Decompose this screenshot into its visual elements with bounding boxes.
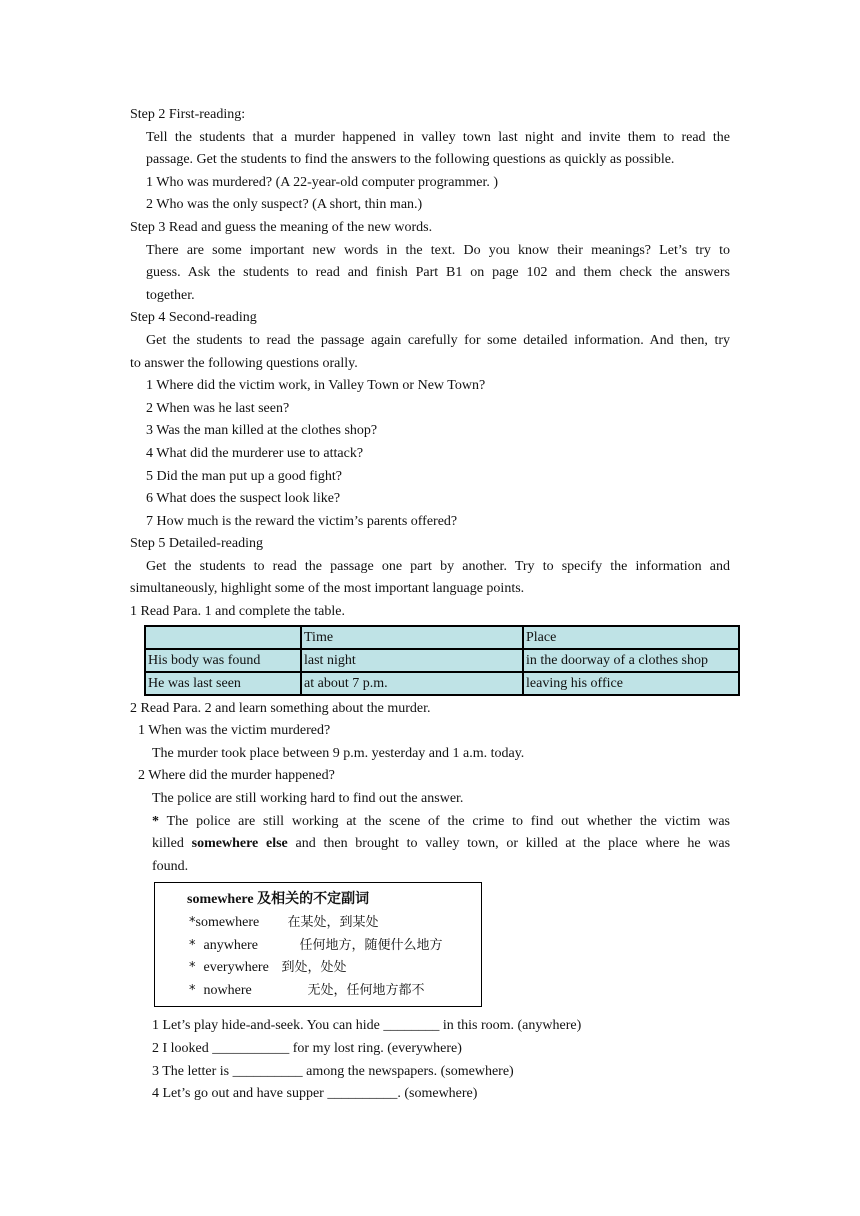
step4-para-line2: to answer the following questions orally. <box>130 355 358 371</box>
para1-table <box>144 625 740 696</box>
exercise-item: 2 I looked ___________ for my lost ring. (everywhere) <box>152 1040 462 1056</box>
step3-title: Step 3 Read and guess the meaning of the new words. <box>130 219 433 235</box>
box-word: anywhere <box>203 937 258 953</box>
step4-para-line1: Get the students to read the passage again carefully for some detailed information. And then, try <box>146 332 730 348</box>
table-cell: in the doorway of a clothes shop <box>523 649 739 672</box>
table-header-cell: Place <box>523 626 739 649</box>
step4-question: 6 What does the suspect look like? <box>146 491 341 507</box>
box-word: everywhere <box>203 960 269 976</box>
step4-question: 3 Was the man killed at the clothes shop? <box>146 423 378 439</box>
sub-answer-2: The police are still working hard to find out the answer. <box>152 791 464 807</box>
box-word: nowhere <box>203 982 252 998</box>
note-text-1: The police are still working at the scene of the crime to find out whether the victim was <box>166 813 731 829</box>
step5-task1: 1 Read Para. 1 and complete the table. <box>130 604 345 620</box>
step2-title: Step 2 First-reading: <box>130 107 246 122</box>
note-line2 <box>130 833 730 856</box>
table-cell: at about 7 p.m. <box>301 672 523 695</box>
step4-question: 5 Did the man put up a good fight? <box>146 468 342 484</box>
note-line3: found. <box>152 858 189 874</box>
step4-question: 2 When was he last seen? <box>146 400 290 416</box>
box-item <box>155 980 481 1003</box>
table-cell: last night <box>301 649 523 672</box>
box-meaning: 无处，任何地方都不 <box>307 982 425 998</box>
note-text-2a: killed <box>152 836 184 852</box>
table-row <box>145 649 739 672</box>
box-title: somewhere 及相关的不定副词 <box>187 892 370 908</box>
step5-title: Step 5 Detailed-reading <box>130 536 263 552</box>
table-cell: leaving his office <box>523 672 739 695</box>
sub-question-1: 1 When was the victim murdered? <box>138 723 331 739</box>
exercise-item: 1 Let’s play hide-and-seek. You can hide ________ in this room. (anywhere) <box>152 1018 582 1034</box>
bullet-star: * <box>189 915 196 930</box>
step4-title: Step 4 Second-reading <box>130 310 257 326</box>
note-line1 <box>130 811 730 834</box>
adverb-box <box>154 882 482 1007</box>
step4-question: 4 What did the murderer use to attack? <box>146 445 364 461</box>
step2-para-line1: Tell the students that a murder happened in valley town last night and invite them to read the <box>146 129 730 145</box>
sub-question-2: 2 Where did the murder happened? <box>138 768 335 784</box>
step5-para-line1: Get the students to read the passage one part by another. Try to specify the information and <box>146 558 730 574</box>
note-star: * <box>152 813 159 829</box>
sub-answer-1: The murder took place between 9 p.m. yesterday and 1 a.m. today. <box>152 745 525 761</box>
box-item <box>155 912 481 935</box>
table-cell: His body was found <box>145 649 301 672</box>
exercise-item: 4 Let’s go out and have supper __________. (somewhere) <box>152 1086 478 1102</box>
step3-para-line2: guess. Ask the students to read and finish Part B1 on page 102 and them check the answers <box>146 265 730 281</box>
step3-para-line3: together. <box>146 287 195 303</box>
table-header-cell <box>145 626 301 649</box>
table-row <box>145 672 739 695</box>
step5-para-line2: simultaneously, highlight some of the most important language points. <box>130 581 525 597</box>
bullet-star: * <box>189 937 196 953</box>
table-header-cell: Time <box>301 626 523 649</box>
box-item <box>155 957 481 980</box>
document-page <box>130 104 730 1106</box>
box-item <box>155 935 481 958</box>
bullet-star: * <box>189 982 196 998</box>
step3-para-line1: There are some important new words in the text. Do you know their meanings? Let’s try to <box>146 242 730 258</box>
step5-task2: 2 Read Para. 2 and learn something about the murder. <box>130 700 431 716</box>
box-meaning: 到处，处处 <box>281 960 347 976</box>
table-header-row <box>145 626 739 649</box>
note-bold-phrase: somewhere else <box>191 836 288 852</box>
step4-question: 1 Where did the victim work, in Valley Town or New Town? <box>146 378 486 394</box>
box-meaning: 在某处，到某处 <box>287 915 379 930</box>
bullet-star: * <box>189 960 196 976</box>
exercise-item: 3 The letter is __________ among the newspapers. (somewhere) <box>152 1063 514 1079</box>
table-cell: He was last seen <box>145 672 301 695</box>
step4-question: 7 How much is the reward the victim’s parents offered? <box>146 513 458 529</box>
step2-para-line2: passage. Get the students to find the answers to the following questions as quickly as possible. <box>146 152 675 168</box>
box-word: somewhere <box>195 915 260 930</box>
box-meaning: 任何地方，随便什么地方 <box>299 937 443 953</box>
step2-question-2: 2 Who was the only suspect? (A short, thin man.) <box>146 197 423 213</box>
step2-question-1: 1 Who was murdered? (A 22-year-old computer programmer. ) <box>146 174 499 190</box>
note-text-2b: and then brought to valley town, or killed at the place where he was <box>295 836 731 852</box>
